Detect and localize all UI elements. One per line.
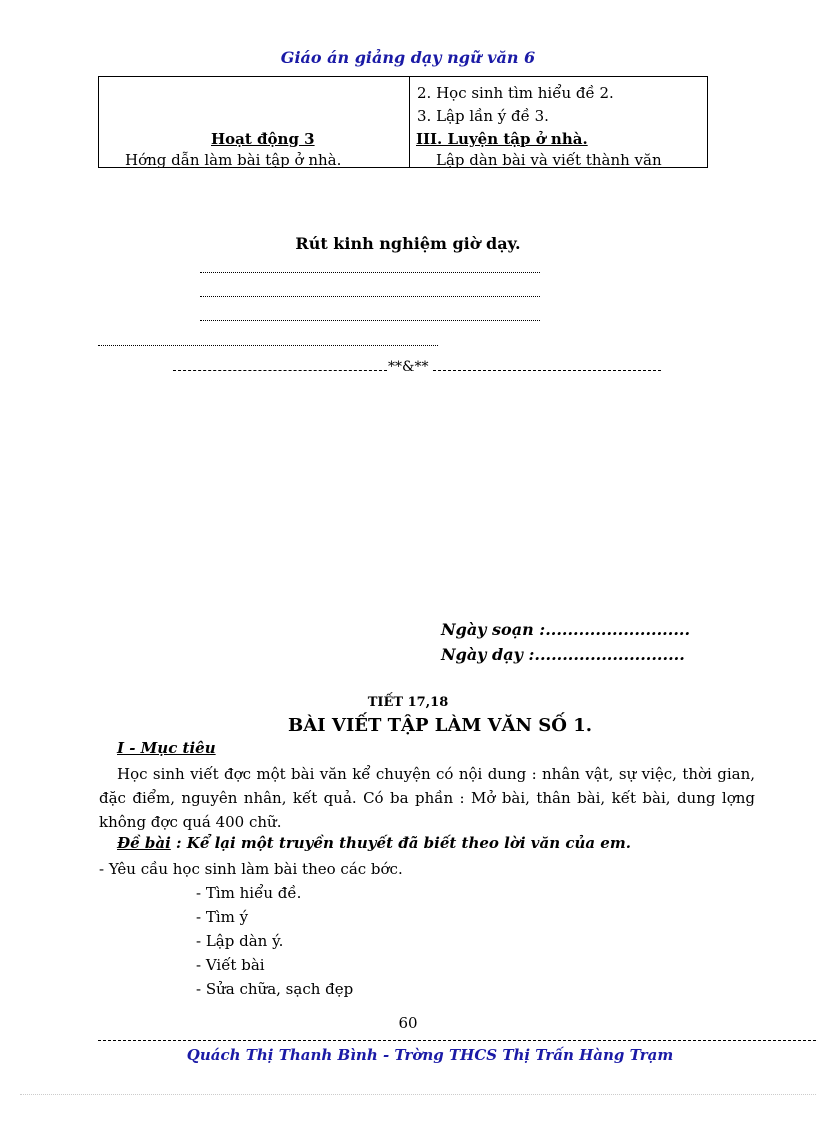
- step-item: - Tìm hiểu đề.: [196, 884, 302, 902]
- assignment-line: [117, 834, 631, 852]
- objective-heading: I - Mục tiêu: [117, 739, 216, 757]
- separator-dash-left: [173, 370, 387, 371]
- assignment-label: Đề bài: [117, 834, 171, 852]
- reflection-dotted-line-2: [200, 296, 540, 297]
- document-header-title: Giáo án giảng dạy ngữ văn 6: [280, 48, 536, 67]
- separator-mark: **&**: [388, 359, 429, 375]
- date-prepared: Ngày soạn :..........................: [441, 620, 691, 639]
- footer-author: Quách Thị Thanh Bình - Trờng THCS Thị Trấn Hàng Trạm: [186, 1046, 674, 1064]
- step-item: - Lập dàn ý.: [196, 932, 284, 950]
- table-border-left: [98, 76, 99, 168]
- objective-paragraph: Học sinh viết đợc một bài văn kể chuyện có nội dung : nhân vật, sự việc, thời gian, đặc điểm, nguyên nhân, kết quả. Có ba phần : Mở bài, thân bài, kết bài, dung lợng không đợc quá 400 chữ.: [99, 765, 755, 831]
- separator-dash-right: [433, 370, 661, 371]
- date-taught: Ngày dạy :...........................: [441, 645, 685, 664]
- table-left-text: Hớng dẫn làm bài tập ở nhà.: [125, 151, 342, 169]
- table-left-heading: Hoạt động 3: [211, 130, 315, 148]
- table-right-line-2: 3. Lập lần ý đề 3.: [417, 107, 549, 125]
- bottom-dotted-border: [20, 1094, 816, 1095]
- table-border-right: [707, 76, 708, 168]
- reflection-dotted-line-4: [98, 345, 438, 346]
- lesson-period: TIẾT 17,18: [367, 695, 449, 710]
- table-border-top: [98, 76, 708, 77]
- reflection-title: Rút kinh nghiệm giờ dạy.: [295, 234, 521, 253]
- reflection-dotted-line-3: [200, 320, 540, 321]
- reflection-dotted-line-1: [200, 272, 540, 273]
- step-item: - Viết bài: [196, 956, 265, 974]
- step-item: - Sửa chữa, sạch đẹp: [196, 980, 354, 998]
- table-border-middle: [409, 76, 410, 168]
- table-right-text: Lập dàn bài và viết thành văn: [436, 151, 662, 169]
- page-number: 60: [398, 1014, 418, 1032]
- lesson-title: BÀI VIẾT TẬP LÀM VĂN SỐ 1.: [288, 715, 592, 736]
- footer-rule: [98, 1040, 816, 1041]
- activity-table: [98, 76, 708, 168]
- table-right-line-1: 2. Học sinh tìm hiểu đề 2.: [417, 84, 614, 102]
- table-right-heading: III. Luyện tập ở nhà.: [416, 130, 588, 148]
- step-item: - Tìm ý: [196, 908, 249, 926]
- assignment-text: : Kể lại một truyền thuyết đã biết theo lời văn của em.: [170, 834, 631, 852]
- requirement-line: - Yêu cầu học sinh làm bài theo các bớc.: [99, 860, 403, 878]
